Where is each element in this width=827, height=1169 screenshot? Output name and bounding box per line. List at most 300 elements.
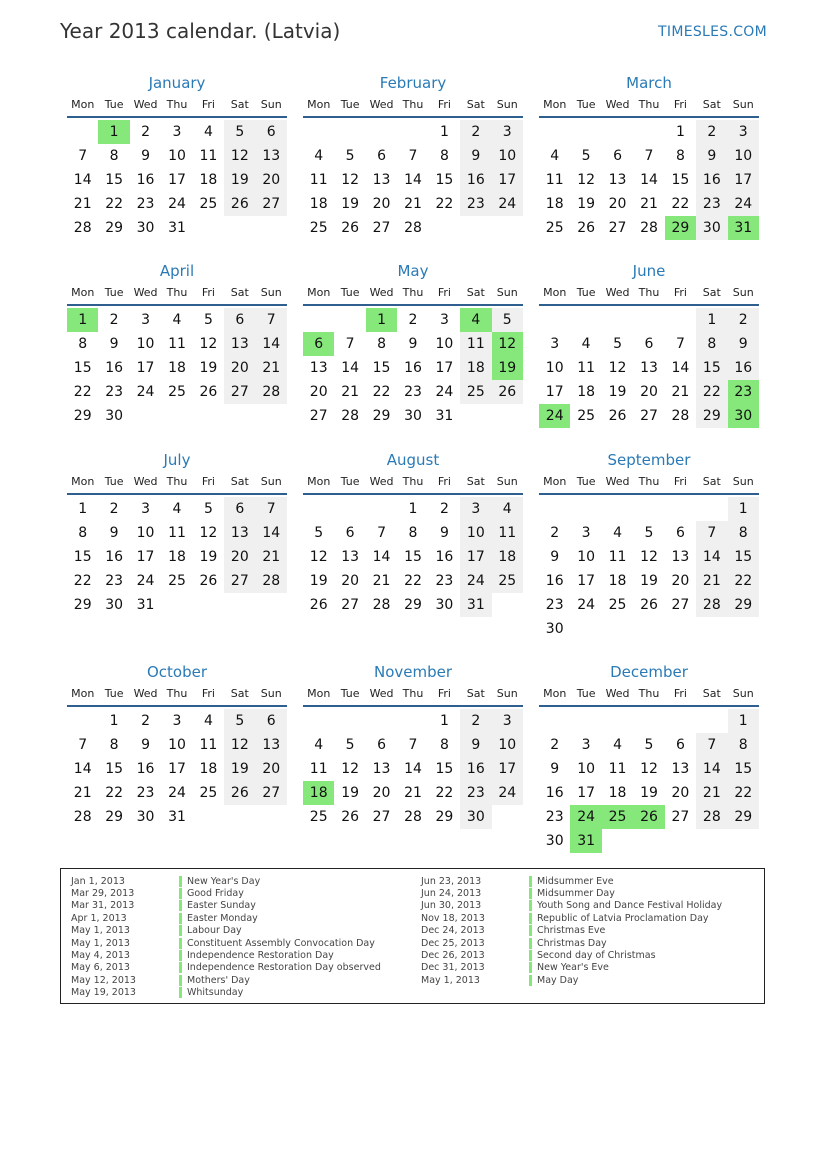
day-cell[interactable]: 28	[696, 805, 727, 829]
day-cell[interactable]: 3	[581, 737, 591, 753]
day-cell[interactable]: 25	[577, 408, 596, 424]
day-cell[interactable]: 14	[696, 545, 727, 569]
day-cell[interactable]: 16	[460, 168, 491, 192]
day-cell[interactable]: 24	[460, 569, 491, 593]
day-cell[interactable]: 11	[577, 360, 596, 376]
day-cell[interactable]: 14	[73, 761, 92, 777]
day-cell[interactable]: 4	[613, 525, 623, 541]
day-cell[interactable]: 30	[136, 809, 155, 825]
day-cell[interactable]: 24	[168, 196, 186, 212]
day-cell[interactable]: 27	[671, 597, 690, 613]
day-cell[interactable]: 20	[372, 785, 391, 801]
day-cell[interactable]: 3	[172, 124, 182, 140]
day-cell[interactable]: 7	[377, 525, 387, 541]
day-cell[interactable]: 14	[404, 761, 422, 777]
day-cell[interactable]: 17	[168, 761, 186, 777]
day-cell[interactable]: 28	[341, 408, 360, 424]
day-cell[interactable]: 10	[136, 336, 155, 352]
day-cell[interactable]: 20	[256, 168, 287, 192]
day-cell[interactable]: 26	[492, 380, 523, 404]
day-cell[interactable]: 3	[581, 525, 591, 541]
day-cell[interactable]: 19	[341, 785, 360, 801]
day-cell[interactable]: 20	[224, 356, 255, 380]
day-cell[interactable]: 20	[224, 545, 255, 569]
day-cell[interactable]: 30	[136, 220, 155, 236]
day-cell[interactable]: 9	[728, 332, 759, 356]
day-cell[interactable]: 2	[460, 709, 491, 733]
day-cell[interactable]: 10	[577, 761, 596, 777]
day-cell[interactable]: 19	[309, 573, 328, 589]
day-cell[interactable]: 9	[460, 733, 491, 757]
day-cell[interactable]: 29	[435, 809, 454, 825]
day-cell[interactable]: 15	[671, 172, 690, 188]
day-cell[interactable]: 26	[640, 597, 658, 613]
day-cell[interactable]: 27	[341, 597, 360, 613]
day-cell[interactable]: 25	[309, 809, 328, 825]
day-cell[interactable]: 1	[696, 308, 727, 332]
day-cell[interactable]: 2	[109, 501, 119, 517]
day-cell[interactable]: 13	[640, 360, 658, 376]
day-cell[interactable]: 13	[341, 549, 360, 565]
day-cell[interactable]: 20	[372, 196, 391, 212]
day-cell[interactable]: 2	[408, 312, 418, 328]
day-cell[interactable]: 9	[460, 144, 491, 168]
day-cell[interactable]: 24	[435, 384, 454, 400]
day-cell[interactable]: 24	[136, 573, 155, 589]
day-cell[interactable]: 30	[460, 805, 491, 829]
day-cell[interactable]: 2	[550, 737, 560, 753]
day-cell[interactable]: 29	[372, 408, 391, 424]
day-cell[interactable]: 22	[671, 196, 690, 212]
day-cell[interactable]: 17	[577, 573, 596, 589]
day-cell[interactable]: 27	[224, 569, 255, 593]
day-cell[interactable]: 3	[172, 713, 182, 729]
day-cell[interactable]: 23	[728, 380, 759, 404]
day-cell[interactable]: 7	[345, 336, 355, 352]
day-cell[interactable]: 14	[256, 332, 287, 356]
day-cell[interactable]: 17	[168, 172, 186, 188]
day-cell[interactable]: 25	[199, 785, 218, 801]
day-cell[interactable]: 11	[168, 336, 186, 352]
day-cell[interactable]: 20	[671, 573, 690, 589]
day-cell[interactable]: 26	[309, 597, 328, 613]
day-cell[interactable]: 12	[224, 733, 255, 757]
day-cell[interactable]: 17	[492, 168, 523, 192]
day-cell[interactable]: 25	[545, 220, 564, 236]
day-cell[interactable]: 13	[256, 733, 287, 757]
day-cell[interactable]: 17	[136, 549, 155, 565]
day-cell[interactable]: 25	[309, 220, 328, 236]
day-cell[interactable]: 8	[728, 733, 759, 757]
day-cell[interactable]: 5	[644, 737, 654, 753]
day-cell[interactable]: 13	[372, 172, 391, 188]
day-cell[interactable]: 30	[545, 621, 564, 637]
day-cell[interactable]: 27	[608, 220, 627, 236]
day-cell[interactable]: 24	[136, 384, 155, 400]
day-cell[interactable]: 12	[199, 525, 218, 541]
day-cell[interactable]: 5	[314, 525, 324, 541]
day-cell[interactable]: 31	[168, 220, 186, 236]
day-cell[interactable]: 31	[570, 829, 601, 853]
day-cell[interactable]: 2	[460, 120, 491, 144]
day-cell[interactable]: 29	[728, 805, 759, 829]
day-cell[interactable]: 29	[73, 597, 92, 613]
day-cell[interactable]: 29	[73, 408, 92, 424]
day-cell[interactable]: 27	[372, 220, 391, 236]
day-cell[interactable]: 5	[492, 308, 523, 332]
day-cell[interactable]: 13	[224, 332, 255, 356]
day-cell[interactable]: 20	[640, 384, 658, 400]
day-cell[interactable]: 14	[73, 172, 92, 188]
day-cell[interactable]: 8	[728, 521, 759, 545]
day-cell[interactable]: 18	[545, 196, 564, 212]
day-cell[interactable]: 27	[372, 809, 391, 825]
day-cell[interactable]: 31	[136, 597, 155, 613]
day-cell[interactable]: 1	[109, 713, 119, 729]
day-cell[interactable]: 22	[73, 573, 92, 589]
day-cell[interactable]: 12	[640, 761, 658, 777]
day-cell[interactable]: 27	[256, 781, 287, 805]
day-cell[interactable]: 11	[608, 761, 627, 777]
day-cell[interactable]: 26	[199, 573, 218, 589]
day-cell[interactable]: 11	[168, 525, 186, 541]
day-cell[interactable]: 2	[109, 312, 119, 328]
day-cell[interactable]: 30	[696, 216, 727, 240]
day-cell[interactable]: 13	[372, 761, 391, 777]
day-cell[interactable]: 21	[671, 384, 690, 400]
day-cell[interactable]: 28	[404, 220, 422, 236]
day-cell[interactable]: 19	[640, 785, 658, 801]
day-cell[interactable]: 30	[105, 408, 124, 424]
day-cell[interactable]: 20	[671, 785, 690, 801]
day-cell[interactable]: 21	[640, 196, 658, 212]
day-cell[interactable]: 15	[372, 360, 391, 376]
day-cell[interactable]: 29	[105, 809, 124, 825]
day-cell[interactable]: 14	[696, 757, 727, 781]
day-cell[interactable]: 13	[309, 360, 328, 376]
day-cell[interactable]: 24	[168, 785, 186, 801]
day-cell[interactable]: 7	[256, 308, 287, 332]
day-cell[interactable]: 19	[199, 549, 218, 565]
day-cell[interactable]: 4	[460, 308, 491, 332]
day-cell[interactable]: 18	[608, 785, 627, 801]
day-cell[interactable]: 10	[136, 525, 155, 541]
day-cell[interactable]: 17	[577, 785, 596, 801]
day-cell[interactable]: 18	[168, 360, 186, 376]
day-cell[interactable]: 24	[577, 597, 596, 613]
day-cell[interactable]: 22	[728, 781, 759, 805]
day-cell[interactable]: 15	[435, 761, 454, 777]
day-cell[interactable]: 6	[613, 148, 623, 164]
day-cell[interactable]: 22	[404, 573, 422, 589]
day-cell[interactable]: 18	[303, 781, 334, 805]
day-cell[interactable]: 25	[199, 196, 218, 212]
day-cell[interactable]: 11	[199, 737, 218, 753]
day-cell[interactable]: 14	[256, 521, 287, 545]
day-cell[interactable]: 16	[105, 360, 124, 376]
day-cell[interactable]: 23	[460, 192, 491, 216]
day-cell[interactable]: 22	[105, 196, 124, 212]
day-cell[interactable]: 5	[224, 709, 255, 733]
day-cell[interactable]: 2	[141, 713, 151, 729]
day-cell[interactable]: 9	[141, 737, 151, 753]
day-cell[interactable]: 28	[404, 809, 422, 825]
day-cell[interactable]: 3	[141, 312, 151, 328]
day-cell[interactable]: 25	[602, 805, 633, 829]
day-cell[interactable]: 20	[309, 384, 328, 400]
day-cell[interactable]: 21	[256, 356, 287, 380]
day-cell[interactable]: 29	[665, 216, 696, 240]
day-cell[interactable]: 21	[341, 384, 360, 400]
day-cell[interactable]: 13	[224, 521, 255, 545]
day-cell[interactable]: 7	[78, 737, 88, 753]
day-cell[interactable]: 4	[203, 124, 213, 140]
day-cell[interactable]: 2	[696, 120, 727, 144]
day-cell[interactable]: 7	[675, 336, 685, 352]
day-cell[interactable]: 12	[608, 360, 627, 376]
day-cell[interactable]: 10	[435, 336, 454, 352]
day-cell[interactable]: 18	[460, 356, 491, 380]
day-cell[interactable]: 18	[309, 196, 328, 212]
day-cell[interactable]: 4	[172, 312, 182, 328]
day-cell[interactable]: 28	[73, 220, 92, 236]
day-cell[interactable]: 19	[341, 196, 360, 212]
day-cell[interactable]: 6	[224, 497, 255, 521]
day-cell[interactable]: 6	[256, 709, 287, 733]
day-cell[interactable]: 5	[581, 148, 591, 164]
day-cell[interactable]: 16	[404, 360, 422, 376]
day-cell[interactable]: 20	[608, 196, 627, 212]
day-cell[interactable]: 9	[439, 525, 449, 541]
day-cell[interactable]: 12	[199, 336, 218, 352]
day-cell[interactable]: 31	[435, 408, 454, 424]
day-cell[interactable]: 3	[492, 120, 523, 144]
day-cell[interactable]: 8	[408, 525, 418, 541]
day-cell[interactable]: 26	[341, 220, 360, 236]
day-cell[interactable]: 10	[492, 144, 523, 168]
day-cell[interactable]: 10	[545, 360, 564, 376]
day-cell[interactable]: 19	[492, 356, 523, 380]
day-cell[interactable]: 30	[545, 833, 564, 849]
day-cell[interactable]: 26	[633, 805, 664, 829]
day-cell[interactable]: 9	[408, 336, 418, 352]
day-cell[interactable]: 14	[671, 360, 690, 376]
day-cell[interactable]: 4	[203, 713, 213, 729]
day-cell[interactable]: 23	[105, 573, 124, 589]
brand-link[interactable]: TIMESLES.COM	[658, 24, 767, 40]
day-cell[interactable]: 11	[608, 549, 627, 565]
day-cell[interactable]: 3	[460, 497, 491, 521]
day-cell[interactable]: 16	[545, 573, 564, 589]
day-cell[interactable]: 6	[345, 525, 355, 541]
day-cell[interactable]: 1	[439, 124, 449, 140]
day-cell[interactable]: 28	[73, 809, 92, 825]
day-cell[interactable]: 11	[460, 332, 491, 356]
day-cell[interactable]: 22	[435, 785, 454, 801]
day-cell[interactable]: 19	[224, 757, 255, 781]
day-cell[interactable]: 26	[608, 408, 627, 424]
day-cell[interactable]: 6	[377, 148, 387, 164]
day-cell[interactable]: 8	[377, 336, 387, 352]
day-cell[interactable]: 27	[309, 408, 328, 424]
day-cell[interactable]: 1	[98, 120, 129, 144]
day-cell[interactable]: 10	[577, 549, 596, 565]
day-cell[interactable]: 1	[439, 713, 449, 729]
day-cell[interactable]: 9	[550, 761, 560, 777]
day-cell[interactable]: 5	[644, 525, 654, 541]
day-cell[interactable]: 6	[675, 525, 685, 541]
day-cell[interactable]: 17	[435, 360, 454, 376]
day-cell[interactable]: 7	[696, 733, 727, 757]
day-cell[interactable]: 28	[640, 220, 658, 236]
day-cell[interactable]: 2	[439, 501, 449, 517]
day-cell[interactable]: 18	[608, 573, 627, 589]
day-cell[interactable]: 5	[224, 120, 255, 144]
day-cell[interactable]: 27	[640, 408, 658, 424]
day-cell[interactable]: 31	[168, 809, 186, 825]
day-cell[interactable]: 24	[492, 192, 523, 216]
day-cell[interactable]: 23	[545, 809, 564, 825]
day-cell[interactable]: 29	[404, 597, 422, 613]
day-cell[interactable]: 12	[341, 761, 360, 777]
day-cell[interactable]: 12	[224, 144, 255, 168]
day-cell[interactable]: 8	[109, 737, 119, 753]
day-cell[interactable]: 26	[341, 809, 360, 825]
day-cell[interactable]: 1	[366, 308, 397, 332]
day-cell[interactable]: 25	[168, 384, 186, 400]
day-cell[interactable]: 8	[696, 332, 727, 356]
day-cell[interactable]: 21	[696, 569, 727, 593]
day-cell[interactable]: 6	[224, 308, 255, 332]
day-cell[interactable]: 11	[199, 148, 218, 164]
day-cell[interactable]: 8	[78, 336, 88, 352]
day-cell[interactable]: 4	[492, 497, 523, 521]
day-cell[interactable]: 6	[256, 120, 287, 144]
day-cell[interactable]: 14	[404, 172, 422, 188]
day-cell[interactable]: 30	[728, 404, 759, 428]
day-cell[interactable]: 30	[105, 597, 124, 613]
day-cell[interactable]: 15	[73, 360, 92, 376]
day-cell[interactable]: 4	[172, 501, 182, 517]
day-cell[interactable]: 18	[199, 761, 218, 777]
day-cell[interactable]: 17	[728, 168, 759, 192]
day-cell[interactable]: 21	[73, 785, 92, 801]
day-cell[interactable]: 1	[408, 501, 418, 517]
day-cell[interactable]: 24	[539, 404, 570, 428]
day-cell[interactable]: 19	[640, 573, 658, 589]
day-cell[interactable]: 8	[675, 148, 685, 164]
day-cell[interactable]: 4	[581, 336, 591, 352]
day-cell[interactable]: 4	[550, 148, 560, 164]
day-cell[interactable]: 11	[492, 521, 523, 545]
day-cell[interactable]: 25	[460, 380, 491, 404]
day-cell[interactable]: 26	[199, 384, 218, 400]
day-cell[interactable]: 16	[545, 785, 564, 801]
day-cell[interactable]: 13	[671, 549, 690, 565]
day-cell[interactable]: 21	[404, 785, 422, 801]
day-cell[interactable]: 13	[256, 144, 287, 168]
day-cell[interactable]: 3	[492, 709, 523, 733]
day-cell[interactable]: 7	[78, 148, 88, 164]
day-cell[interactable]: 7	[408, 148, 418, 164]
day-cell[interactable]: 22	[105, 785, 124, 801]
day-cell[interactable]: 16	[136, 172, 155, 188]
day-cell[interactable]: 24	[570, 805, 601, 829]
day-cell[interactable]: 30	[435, 597, 454, 613]
day-cell[interactable]: 5	[203, 312, 213, 328]
day-cell[interactable]: 15	[728, 545, 759, 569]
day-cell[interactable]: 28	[696, 593, 727, 617]
day-cell[interactable]: 31	[460, 593, 491, 617]
day-cell[interactable]: 27	[671, 809, 690, 825]
day-cell[interactable]: 12	[309, 549, 328, 565]
day-cell[interactable]: 10	[460, 521, 491, 545]
day-cell[interactable]: 12	[640, 549, 658, 565]
day-cell[interactable]: 14	[640, 172, 658, 188]
day-cell[interactable]: 12	[577, 172, 596, 188]
day-cell[interactable]: 29	[105, 220, 124, 236]
day-cell[interactable]: 23	[136, 196, 155, 212]
day-cell[interactable]: 16	[728, 356, 759, 380]
day-cell[interactable]: 22	[696, 380, 727, 404]
day-cell[interactable]: 18	[577, 384, 596, 400]
day-cell[interactable]: 19	[608, 384, 627, 400]
day-cell[interactable]: 11	[309, 761, 328, 777]
day-cell[interactable]: 11	[545, 172, 564, 188]
day-cell[interactable]: 19	[199, 360, 218, 376]
day-cell[interactable]: 23	[545, 597, 564, 613]
day-cell[interactable]: 10	[728, 144, 759, 168]
day-cell[interactable]: 24	[492, 781, 523, 805]
day-cell[interactable]: 26	[224, 192, 255, 216]
day-cell[interactable]: 2	[141, 124, 151, 140]
day-cell[interactable]: 9	[550, 549, 560, 565]
day-cell[interactable]: 23	[696, 192, 727, 216]
day-cell[interactable]: 16	[136, 761, 155, 777]
day-cell[interactable]: 1	[728, 709, 759, 733]
day-cell[interactable]: 9	[696, 144, 727, 168]
day-cell[interactable]: 1	[78, 501, 88, 517]
day-cell[interactable]: 3	[141, 501, 151, 517]
day-cell[interactable]: 17	[492, 757, 523, 781]
day-cell[interactable]: 7	[256, 497, 287, 521]
day-cell[interactable]: 10	[492, 733, 523, 757]
day-cell[interactable]: 3	[550, 336, 560, 352]
day-cell[interactable]: 12	[341, 172, 360, 188]
day-cell[interactable]: 28	[671, 408, 690, 424]
day-cell[interactable]: 27	[256, 192, 287, 216]
day-cell[interactable]: 21	[256, 545, 287, 569]
day-cell[interactable]: 23	[460, 781, 491, 805]
day-cell[interactable]: 5	[345, 148, 355, 164]
day-cell[interactable]: 25	[168, 573, 186, 589]
day-cell[interactable]: 18	[168, 549, 186, 565]
day-cell[interactable]: 28	[372, 597, 391, 613]
day-cell[interactable]: 25	[608, 597, 627, 613]
day-cell[interactable]: 18	[199, 172, 218, 188]
day-cell[interactable]: 11	[309, 172, 328, 188]
day-cell[interactable]: 12	[492, 332, 523, 356]
day-cell[interactable]: 15	[728, 757, 759, 781]
day-cell[interactable]: 21	[696, 781, 727, 805]
day-cell[interactable]: 21	[404, 196, 422, 212]
day-cell[interactable]: 16	[435, 549, 454, 565]
day-cell[interactable]: 21	[73, 196, 92, 212]
day-cell[interactable]: 8	[109, 148, 119, 164]
day-cell[interactable]: 19	[577, 196, 596, 212]
day-cell[interactable]: 30	[404, 408, 422, 424]
day-cell[interactable]: 17	[136, 360, 155, 376]
